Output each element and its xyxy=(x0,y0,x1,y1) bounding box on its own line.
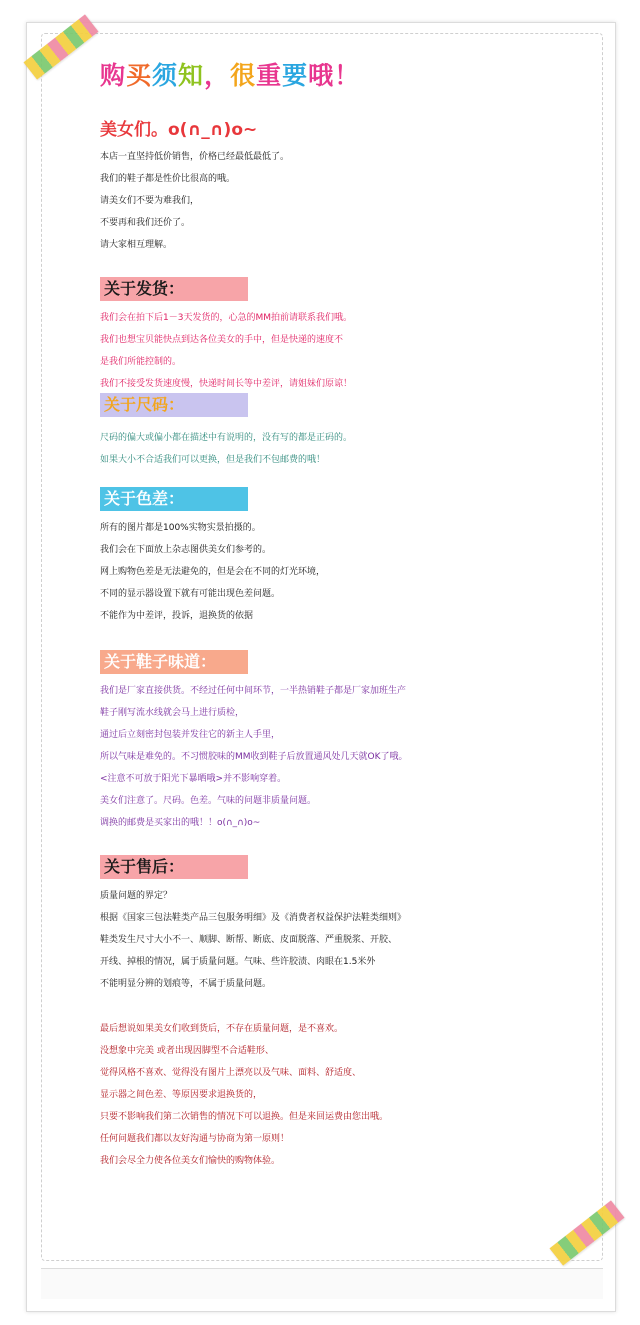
title-char: 须 xyxy=(152,61,179,90)
aftersale-section xyxy=(100,855,605,995)
color-header: 关于色差： xyxy=(100,487,248,511)
size-section xyxy=(100,393,605,471)
title-char: 要 xyxy=(282,61,309,90)
smell-line: 通过后立刻密封包装并发往它的新主人手里， xyxy=(100,730,281,740)
smell-section xyxy=(100,650,605,834)
closing-section xyxy=(100,1018,605,1172)
closing-line: 觉得风格不喜欢、觉得没有图片上漂亮以及气味、面料、舒适度、 xyxy=(100,1068,362,1078)
intro-line: 请大家相互理解。 xyxy=(100,240,173,250)
closing-line: 没想象中完美 或者出现因脚型不合适鞋形、 xyxy=(100,1046,274,1056)
color-line: 不能作为中差评，投诉，退换货的依据 xyxy=(100,611,254,621)
closing-line: 显示器之间色差、等原因要求退换货的， xyxy=(100,1090,263,1100)
title-char: 知 xyxy=(178,61,205,90)
smell-header: 关于鞋子味道： xyxy=(100,650,248,674)
smell-line: 所以气味是难免的。不习惯胶味的MM收到鞋子后放置通风处几天就OK了哦。 xyxy=(100,752,408,762)
intro-section xyxy=(100,115,605,256)
aftersale-line: 开线、掉根的情况，属于质量问题。气味、些许胶渍、肉眼在1.5米外 xyxy=(100,957,376,967)
shipping-line: 我们不接受发货速度慢，快递时间长等中差评，请姐妹们原谅！ xyxy=(100,379,353,389)
intro-line: 请美女们不要为难我们， xyxy=(100,196,200,206)
aftersale-header: 关于售后： xyxy=(100,855,248,879)
title-char: 购 xyxy=(100,61,127,90)
shipping-line: 我们也想宝贝能快点到达各位美女的手中，但是快递的速度不 xyxy=(100,335,344,345)
aftersale-line: 质量问题的界定？ xyxy=(100,891,173,901)
title-char: ， xyxy=(204,61,231,90)
page-title xyxy=(100,56,360,92)
title-char: 哦！ xyxy=(308,61,361,90)
color-line: 所有的图片都是100%实物实景拍摄的。 xyxy=(100,523,261,533)
size-line: 尺码的偏大或偏小都在描述中有说明的，没有写的都是正码的。 xyxy=(100,433,353,443)
aftersale-line: 根据《国家三包法鞋类产品三包服务明细》及《消费者权益保护法鞋类细则》 xyxy=(100,913,407,923)
greeting: 美女们。o(∩_∩)o~ xyxy=(100,120,258,140)
smell-line: <注意不可放于阳光下暴晒哦>并不影响穿着。 xyxy=(100,774,287,784)
smell-line: 我们是厂家直接供货。不经过任何中间环节，一半热销鞋子都是厂家加班生产 xyxy=(100,686,407,696)
smell-line: 鞋子刚写流水线就会马上进行质检， xyxy=(100,708,245,718)
intro-line: 不要再和我们还价了。 xyxy=(100,218,191,228)
smell-line: 调换的邮费是买家出的哦！！o(∩_∩)o~ xyxy=(100,818,261,828)
intro-line: 本店一直坚持低价销售，价格已经最低最低了。 xyxy=(100,152,290,162)
footer-strip xyxy=(41,1268,603,1299)
title-char: 重 xyxy=(256,61,283,90)
title-char: 很 xyxy=(230,61,257,90)
closing-line: 只要不影响我们第二次销售的情况下可以退换。但是来回运费由您出哦。 xyxy=(100,1112,389,1122)
intro-line: 我们的鞋子都是性价比很高的哦。 xyxy=(100,174,236,184)
size-line: 如果大小不合适我们可以更换，但是我们不包邮费的哦！ xyxy=(100,455,326,465)
shipping-line: 我们会在拍下后1－3天发货的，心急的MM拍前请联系我们哦。 xyxy=(100,313,352,323)
aftersale-line: 不能明显分辨的划痕等，不属于质量问题。 xyxy=(100,979,272,989)
color-line: 网上购物色差是无法避免的，但是会在不同的灯光环境， xyxy=(100,567,326,577)
shipping-header: 关于发货： xyxy=(100,277,248,301)
color-section xyxy=(100,487,605,627)
closing-line: 我们会尽全力使各位美女们愉快的购物体验。 xyxy=(100,1156,281,1166)
size-header: 关于尺码： xyxy=(100,393,248,417)
shipping-line: 是我们所能控制的。 xyxy=(100,357,182,367)
color-line: 不同的显示器设置下就有可能出现色差问题。 xyxy=(100,589,281,599)
aftersale-line: 鞋类发生尺寸大小不一、顺脚、断帮、断底、皮面脱落、严重脱浆、开胶、 xyxy=(100,935,398,945)
color-line: 我们会在下面放上杂志图供美女们参考的。 xyxy=(100,545,272,555)
closing-line: 任何问题我们都以友好沟通与协商为第一原则！ xyxy=(100,1134,290,1144)
closing-line: 最后想说如果美女们收到货后，不存在质量问题，是不喜欢。 xyxy=(100,1024,344,1034)
title-char: 买 xyxy=(126,61,153,90)
shipping-section xyxy=(100,277,605,395)
smell-line: 美女们注意了。尺码。色差。气味的问题非质量问题。 xyxy=(100,796,317,806)
